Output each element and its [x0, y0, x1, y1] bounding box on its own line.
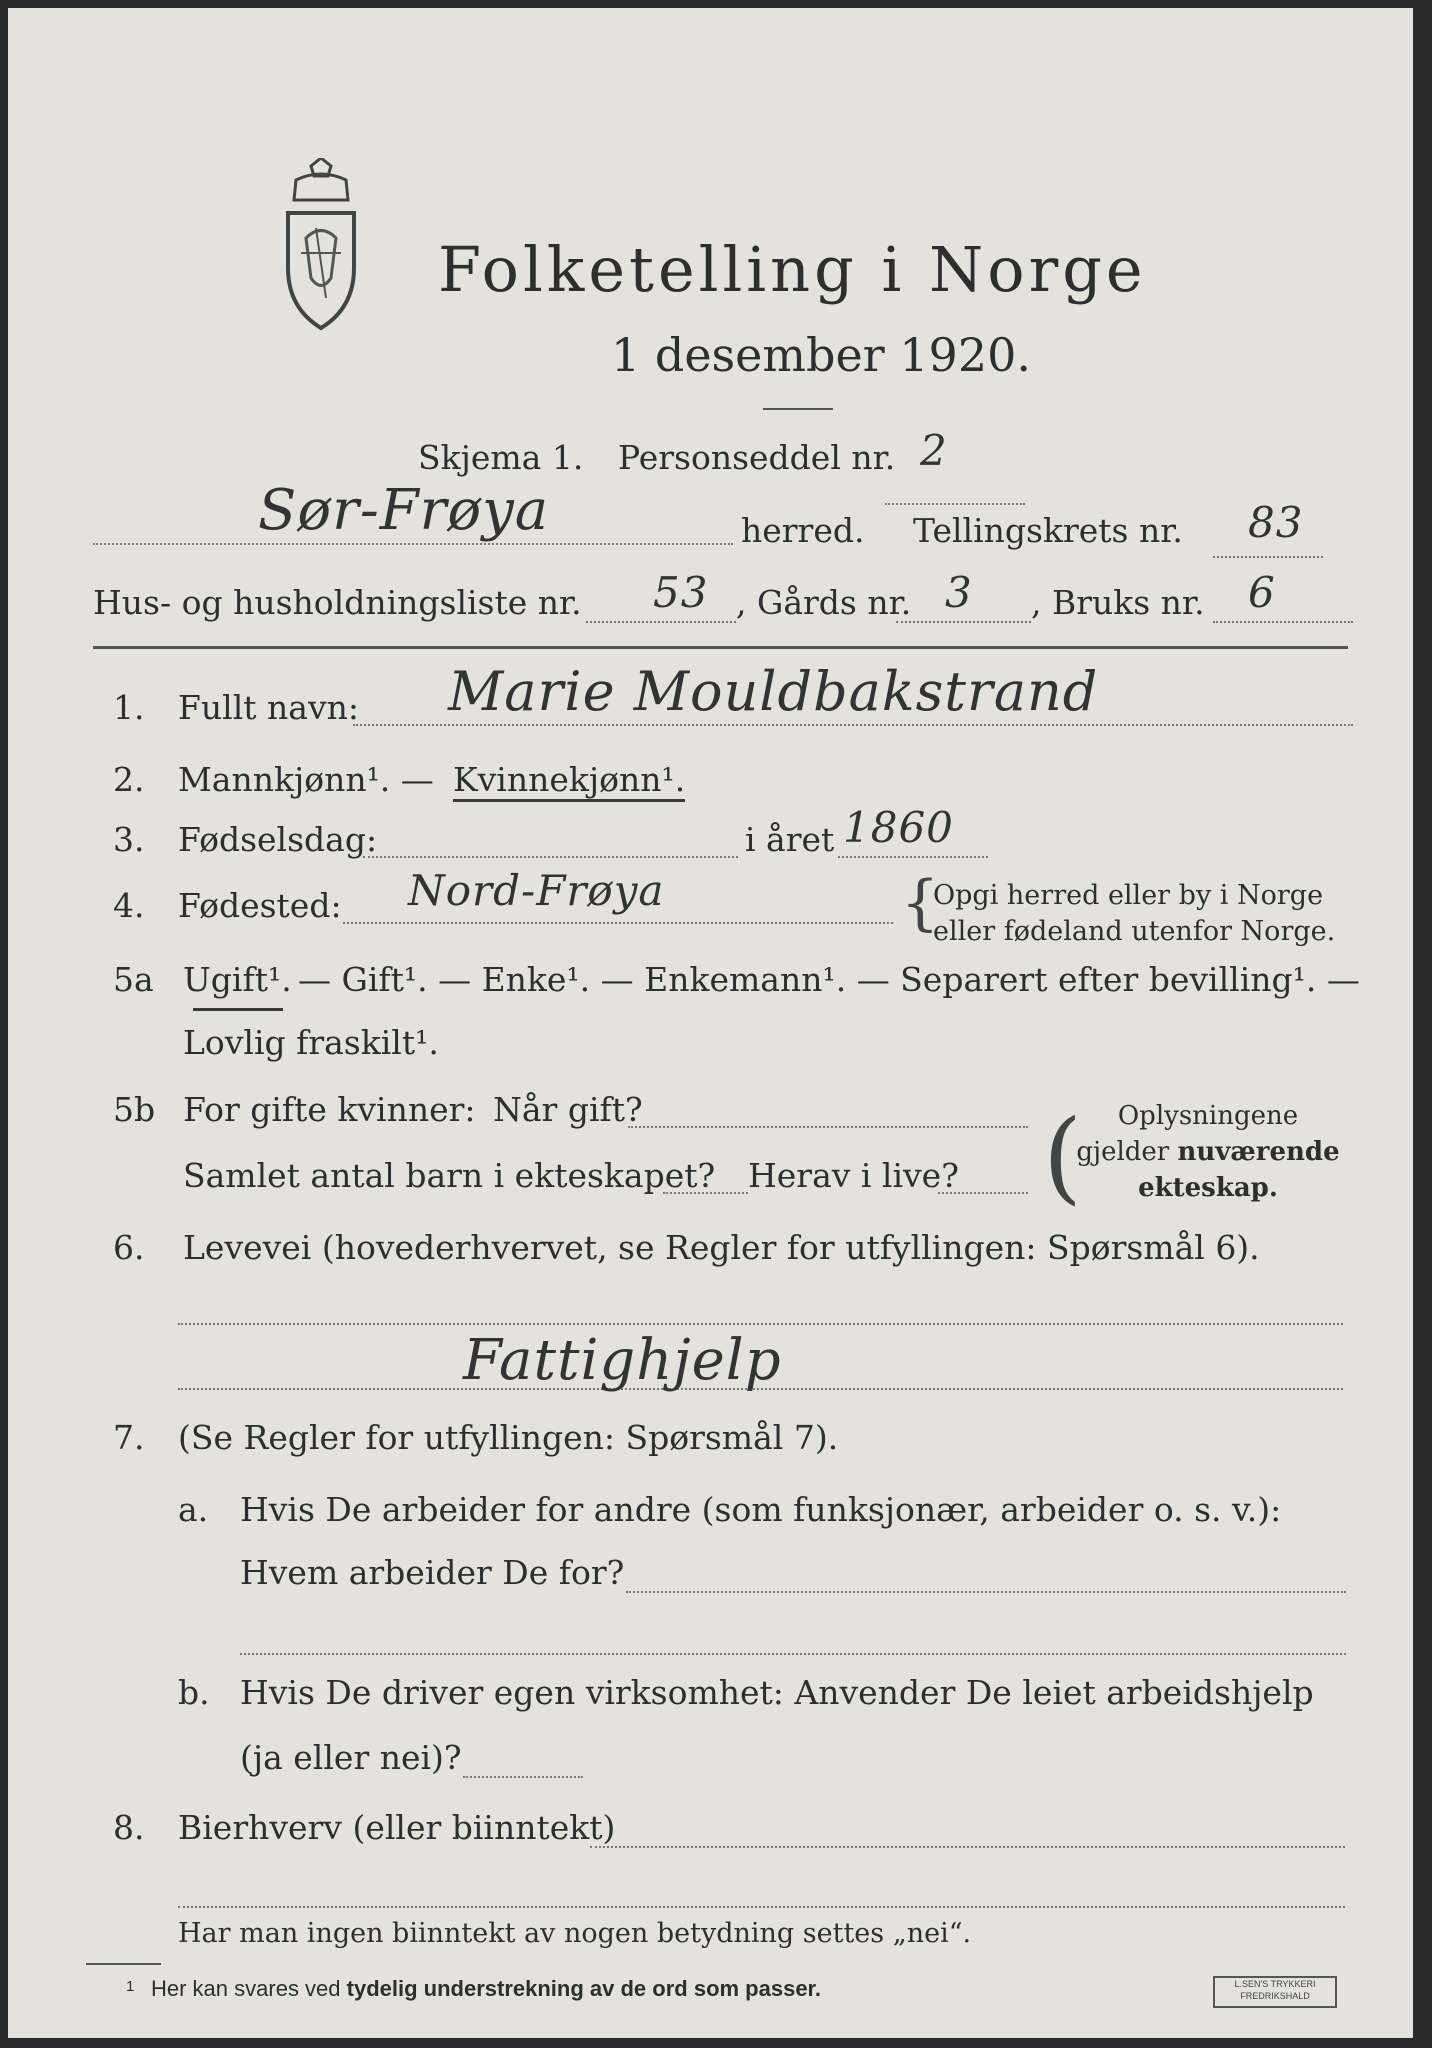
bruks-label: , Bruks nr.: [1031, 583, 1205, 622]
q3-year-value[interactable]: 1860: [843, 803, 954, 852]
q5b-herav-label: Herav i live?: [748, 1156, 959, 1195]
q7-number: 7.: [113, 1418, 145, 1457]
q1-full-name-value[interactable]: Marie Mouldbakstrand: [448, 660, 1099, 723]
q7b-letter: b.: [178, 1673, 210, 1712]
hus-label: Hus- og husholdningsliste nr.: [93, 583, 582, 622]
q2-mann[interactable]: Mannkjønn¹. —: [178, 760, 434, 799]
q3-year-line: [838, 856, 988, 858]
q4-birthplace-value[interactable]: Nord-Frøya: [408, 866, 665, 915]
q4-note-line2: eller fødeland utenfor Norge.: [933, 916, 1336, 947]
q7a-line2: [240, 1653, 1346, 1655]
gards-line: [896, 621, 1031, 623]
q5b-note-bracket: (: [1043, 1098, 1083, 1215]
q4-note-line1: Opgi herred eller by i Norge: [933, 880, 1324, 911]
herred-line: [93, 543, 733, 545]
q7a-label: Hvis De arbeider for andre (som funksjonær, arbeider o. s. v.):: [240, 1490, 1282, 1529]
q5b-number: 5b: [113, 1090, 156, 1129]
q5b-note-gjelder: gjelder: [1076, 1137, 1170, 1167]
footnote-text: [151, 1976, 821, 2002]
q8-number: 8.: [113, 1808, 145, 1847]
bruks-line: [1213, 621, 1353, 623]
q6-line1: [178, 1323, 1343, 1325]
stamp-line2: FREDRIKSHALD: [1240, 1991, 1310, 2001]
q3-date-line: [363, 856, 738, 858]
q7-label: (Se Regler for utfyllingen: Spørsmål 7).: [178, 1418, 839, 1457]
tellingskrets-label: Tellingskrets nr.: [913, 511, 1183, 550]
q5a-number: 5a: [113, 960, 154, 999]
q6-occupation-value[interactable]: Fattighjelp: [463, 1328, 782, 1393]
q2-kvinne-selected[interactable]: Kvinnekjønn¹.: [453, 760, 685, 802]
q7b-line: [463, 1776, 583, 1778]
q1-label: Fullt navn:: [178, 688, 359, 727]
q7a-sub-label: Hvem arbeider De for?: [240, 1553, 625, 1592]
q3-number: 3.: [113, 820, 145, 859]
form-title: Folketelling i Norge: [438, 233, 1147, 306]
q3-label: Fødselsdag:: [178, 820, 378, 859]
q7a-letter: a.: [178, 1490, 209, 1529]
printer-stamp: [1213, 1976, 1337, 2008]
q7b-label: Hvis De driver egen virksomhet: Anvender De leiet arbeidshjelp: [240, 1673, 1314, 1712]
q7a-line1: [626, 1591, 1346, 1593]
personseddel-label: Personseddel nr.: [618, 438, 896, 477]
stamp-line1: L.SEN'S TRYKKERI: [1234, 1979, 1316, 1989]
footnote-text-b: tydelig understrekning av de ord som passer.: [346, 1976, 822, 2001]
q5b-samlet-line: [663, 1192, 748, 1194]
q6-label: Levevei (hovederhvervet, se Regler for utfyllingen: Spørsmål 6).: [183, 1228, 1260, 1267]
q5b-note-line3: ekteskap.: [1138, 1173, 1278, 1203]
footnote-rule: [86, 1963, 161, 1965]
title-divider: [763, 408, 833, 410]
q4-note-bracket: {: [901, 868, 940, 938]
q5b-note: [1073, 1098, 1343, 1206]
census-date: 1 desember 1920.: [611, 328, 1031, 382]
q5b-label: For gifte kvinner:: [183, 1090, 476, 1129]
q2-number: 2.: [113, 760, 145, 799]
q7b-sub-label: (ja eller nei)?: [240, 1738, 462, 1777]
q5b-naar-line: [628, 1126, 1028, 1128]
bleed-through-text: [1258, 88, 1265, 113]
header-divider: [93, 646, 1348, 649]
q4-line: [343, 922, 893, 924]
q5b-note-line2: [1073, 1134, 1343, 1170]
personseddel-value[interactable]: 2: [920, 426, 948, 475]
census-form-page: [8, 8, 1413, 2038]
q5a-fraskilt[interactable]: Lovlig fraskilt¹.: [183, 1023, 439, 1062]
hus-line: [586, 621, 736, 623]
q8-label: Bierhverv (eller biinntekt): [178, 1808, 616, 1847]
q8-note: Har man ingen biinntekt av nogen betydning settes „nei“.: [178, 1918, 972, 1949]
tellingskrets-line: [1213, 556, 1323, 558]
herred-value[interactable]: Sør-Frøya: [258, 478, 550, 543]
coat-of-arms-icon: [266, 158, 376, 333]
q4-number: 4.: [113, 886, 145, 925]
skjema-label: Skjema 1.: [418, 438, 584, 477]
q5b-herav-line: [938, 1192, 1028, 1194]
hus-value[interactable]: 53: [653, 568, 709, 617]
footnote-mark: 1: [126, 1978, 135, 1995]
q5b-samlet-label: Samlet antal barn i ekteskapet?: [183, 1156, 716, 1195]
herred-label: herred.: [741, 511, 865, 550]
q5b-note-line1: Oplysningene: [1117, 1101, 1299, 1131]
footnote-text-a: Her kan svares ved: [151, 1976, 341, 2001]
q5b-naar-label: Når gift?: [493, 1090, 643, 1129]
q4-label: Fødested:: [178, 886, 342, 925]
q5a-ugift-underline: [193, 1008, 283, 1011]
tellingskrets-value[interactable]: 83: [1248, 498, 1304, 547]
personseddel-line: [885, 503, 1025, 505]
q1-line: [353, 724, 1353, 726]
q5a-ugift[interactable]: Ugift¹.: [183, 960, 292, 999]
q5a-options[interactable]: — Gift¹. — Enke¹. — Enkemann¹. — Separert efter bevilling¹. —: [298, 960, 1360, 999]
q8-line1: [590, 1846, 1345, 1848]
q6-number: 6.: [113, 1228, 145, 1267]
q3-year-label: i året: [745, 820, 835, 859]
q8-line2: [178, 1906, 1345, 1908]
gards-label: , Gårds nr.: [736, 583, 912, 622]
q5b-note-naavaerende: nuværende: [1177, 1137, 1340, 1167]
q1-number: 1.: [113, 688, 145, 727]
bruks-value[interactable]: 6: [1248, 568, 1276, 617]
gards-value[interactable]: 3: [945, 568, 973, 617]
